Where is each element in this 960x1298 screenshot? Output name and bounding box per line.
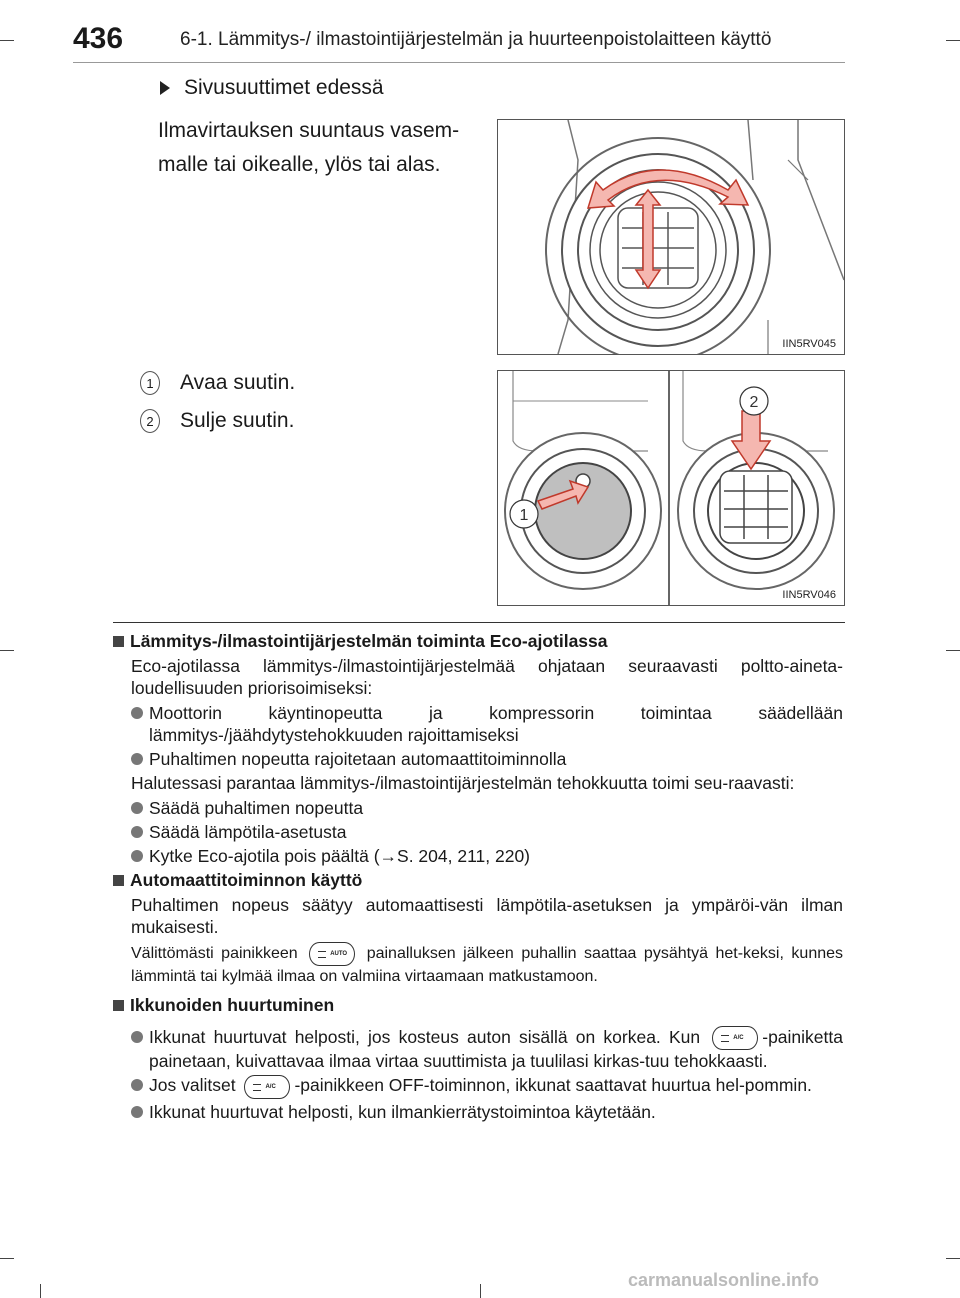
section-heading <box>113 630 843 652</box>
figure-label-2: 2 <box>749 394 759 411</box>
crop-mark <box>480 1284 481 1298</box>
square-bullet-icon <box>113 1000 124 1011</box>
bullet-dot-icon <box>131 826 143 838</box>
list-item <box>131 1074 843 1098</box>
bullet-dot-icon <box>131 1106 143 1118</box>
list-item <box>131 1026 843 1072</box>
bullet-text: Säädä puhaltimen nopeutta <box>149 798 364 818</box>
ac-label: A/C <box>265 1083 276 1090</box>
header-divider <box>73 62 845 63</box>
note-text: Välittömästi painikkeen <box>131 945 298 963</box>
crop-mark <box>40 1284 41 1298</box>
bullet-text: -painiketta painetaan, kuivattavaa ilmaa virtaa suuttimista ja tuulilasi kirkas-tuu tehokkaasti. <box>149 1027 843 1072</box>
bullet-text: Jos valitset <box>149 1075 236 1096</box>
section-heading <box>113 994 843 1016</box>
bullet-dot-icon <box>131 1079 143 1091</box>
bullet-dot-icon <box>131 707 143 719</box>
ac-button-icon <box>712 1026 758 1050</box>
ac-button-icon <box>244 1075 290 1099</box>
section-heading <box>113 869 843 891</box>
figure-vent-direction <box>497 119 845 355</box>
bullet-dot-icon <box>131 850 143 862</box>
bullet-dot-icon <box>131 802 143 814</box>
crop-mark <box>0 650 14 651</box>
vent-direction-illustration <box>498 120 844 354</box>
vent-description: Ilmavirtauksen suuntaus vasem-malle tai oikealle, ylös tai alas. <box>158 119 460 176</box>
crop-mark <box>946 650 960 651</box>
section-heading-text: Automaattitoiminnon käyttö <box>130 870 363 890</box>
ac-label: A/C <box>733 1035 744 1042</box>
crop-mark <box>946 40 960 41</box>
vent-steps <box>140 364 295 440</box>
main-content <box>113 630 843 1125</box>
list-item <box>131 1101 843 1123</box>
section-divider <box>113 622 845 623</box>
crop-mark <box>0 40 14 41</box>
list-item <box>131 702 843 746</box>
subheading-text: Sivusuuttimet edessä <box>184 76 384 99</box>
bullet-dot-icon <box>131 753 143 765</box>
crop-mark <box>946 1258 960 1259</box>
bullet-text: -painikkeen OFF-toiminnon, ikkunat saattavat huurtua hel-pommin. <box>294 1075 812 1096</box>
bullet-dot-icon <box>131 1031 143 1043</box>
list-item <box>131 821 843 843</box>
step-text: Avaa suutin. <box>180 371 296 394</box>
subheading <box>160 76 384 100</box>
paragraph: Halutessasi parantaa lämmitys-/ilmastointijärjestelmän tehokkuutta toimi seu-raavasti: <box>131 773 795 793</box>
step-number: 2 <box>140 409 160 433</box>
bullet-text: Ikkunat huurtuvat helposti, kun ilmankierrätystoimintoa käytetään. <box>149 1101 656 1122</box>
watermark: carmanualsonline.info <box>628 1270 820 1290</box>
chapter-title: 6-1. Lämmitys-/ ilmastointijärjestelmän ja huurteenpoistolaitteen käyttö <box>180 29 772 50</box>
note-text: painalluksen jälkeen puhallin saattaa pysähtyä het-keksi, kunnes lämmintä tai kylmää ilmaa on valmiina virtaamaan matkustamoon. <box>131 945 844 985</box>
bullet-text: Säädä lämpötila-asetusta <box>149 822 347 842</box>
section-heading-text: Lämmitys-/ilmastointijärjestelmän toiminta Eco-ajotilassa <box>130 631 608 651</box>
list-item <box>131 797 843 819</box>
figure-vent-open-close <box>497 370 845 606</box>
square-bullet-icon <box>113 636 124 647</box>
step-text: Sulje suutin. <box>180 409 295 432</box>
auto-label: AUTO <box>330 951 348 957</box>
paragraph: Eco-ajotilassa lämmitys-/ilmastointijärjestelmää ohjataan seuraavasti poltto-ainetaloudellisuuden priorisoimiseksi: <box>131 656 843 698</box>
figure-code: IIN5RV045 <box>782 338 836 350</box>
bullet-text: Ikkunat huurtuvat helposti, jos kosteus auton sisällä on korkea. Kun <box>149 1027 701 1047</box>
auto-button-icon <box>309 942 355 966</box>
square-bullet-icon <box>113 875 124 886</box>
bullet-text: Kytke Eco-ajotila pois päältä (→S. 204, 211, 220) <box>149 846 531 866</box>
list-item <box>140 364 295 402</box>
figure-label-1: 1 <box>519 507 529 524</box>
page-number: 436 <box>73 22 124 55</box>
list-item <box>131 845 843 867</box>
list-item <box>140 402 295 440</box>
crop-mark <box>0 1258 14 1259</box>
bullet-text: Puhaltimen nopeutta rajoitetaan automaattitoiminnolla <box>149 749 567 769</box>
bullet-text: Moottorin käyntinopeutta ja kompressorin toimintaa säädellään lämmitys-/jäähdytystehokkuuden rajoittamiseksi <box>149 703 843 745</box>
list-item <box>131 748 843 770</box>
paragraph: Puhaltimen nopeus säätyy automaattisesti lämpötila-asetuksen ja ympäröi-vän ilman mukaisesti. <box>131 895 843 937</box>
figure-code: IIN5RV046 <box>782 589 836 601</box>
section-heading-text: Ikkunoiden huurtuminen <box>130 995 335 1015</box>
step-number: 1 <box>140 371 160 395</box>
triangle-bullet-icon <box>160 81 170 95</box>
vent-open-close-illustration <box>498 371 844 605</box>
note-paragraph <box>131 942 843 988</box>
